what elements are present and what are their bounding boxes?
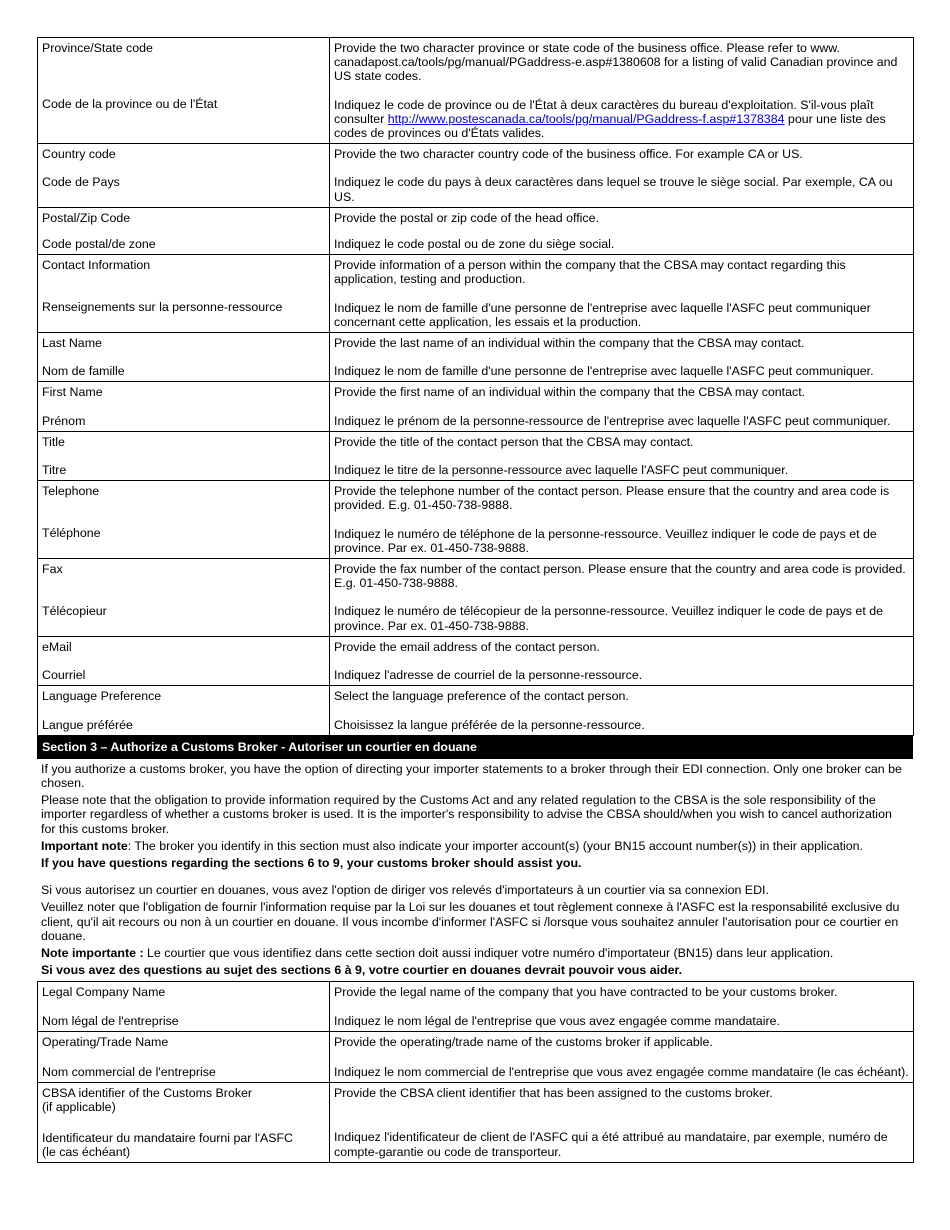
section-3-en-paragraph-2: Please note that the obligation to provide information required by the Customs Act and any related regulation to the CBSA is the sole responsibility of the importer regardless of whether a customs broker is used. It is the importer's responsibility to advise the CBSA should/when you wish to cancel authorization for this customs broker.	[41, 793, 892, 836]
table-row	[38, 636, 914, 685]
important-note-label: Important note	[41, 838, 128, 853]
canada-post-codes-link[interactable]: http://www.postescanada.ca/tools/pg/manual/PGaddress-f.asp#1378384	[387, 111, 785, 126]
table-row	[38, 1083, 914, 1163]
label-fr: Code de Pays	[42, 175, 120, 190]
label-en: eMail	[42, 639, 72, 654]
note-importante-text: Le courtier que vous identifiez dans cette section doit aussi indiquer votre numéro d'importateur (BN15) dans leur application.	[143, 945, 834, 960]
description-fr-text: Indiquez le code de province ou de l'État à deux caractères du bureau d'exploitation. S'il-vous plaît consulter	[334, 97, 874, 126]
section-3-fr-important-note	[37, 946, 913, 960]
field-description-cell	[330, 255, 914, 333]
description-fr: Indiquez le code du pays à deux caractères dans lequel se trouve le siège social. Par exemple, CA ou US.	[334, 175, 893, 204]
description-en: Provide the two character province or state code of the business office. Please refer to www. canadapost.ca/tools/pg/manual/PGaddress-e.asp#1380608 for a listing of valid Canadian province and US state codes.	[334, 41, 898, 84]
section-3-en-questions: If you have questions regarding the sections 6 to 9, your customs broker should assist you.	[41, 855, 582, 870]
field-description-cell	[330, 382, 914, 431]
description-en: Provide the two character country code of the business office. For example CA or US.	[334, 147, 803, 162]
field-label-cell	[38, 333, 330, 382]
label-fr: Prénom	[42, 413, 86, 428]
description-en: Provide the email address of the contact person.	[334, 639, 600, 654]
field-description-cell	[330, 431, 914, 480]
description-fr: Indiquez le nom de famille d'une personne de l'entreprise avec laquelle l'ASFC peut communiquer.	[334, 364, 874, 379]
field-label-cell	[38, 636, 330, 685]
label-fr: Télécopieur	[42, 604, 107, 619]
description-fr: Indiquez le code postal ou de zone du siège social.	[334, 237, 615, 252]
description-fr: Indiquez le nom commercial de l'entreprise que vous avez engagée comme mandataire (le cas échéant).	[334, 1064, 909, 1079]
label-fr: Nom commercial de l'entreprise	[42, 1064, 216, 1079]
description-en: Provide the title of the contact person that the CBSA may contact.	[334, 434, 694, 449]
description-en: Provide information of a person within the company that the CBSA may contact regarding this application, testing and production.	[334, 258, 846, 287]
description-fr-text-end: pour une liste des codes de provinces ou d'États valides.	[334, 111, 886, 141]
field-label-cell	[38, 686, 330, 735]
section-3-header: Section 3 – Authorize a Customs Broker - Autoriser un courtier en douane	[37, 736, 913, 759]
field-label-cell	[38, 255, 330, 333]
label-en: Fax	[42, 562, 63, 577]
section-3-instructions	[37, 762, 913, 978]
label-en: First Name	[42, 385, 103, 400]
label-fr: Nom de famille	[42, 364, 125, 379]
customs-broker-fields-table	[37, 981, 914, 1163]
label-en: Telephone	[42, 484, 100, 499]
label-en: Postal/Zip Code	[42, 210, 131, 225]
description-en: Provide the CBSA client identifier that has been assigned to the customs broker.	[334, 1086, 773, 1101]
field-description-cell	[330, 1031, 914, 1082]
section-3-en-important-note	[37, 839, 913, 853]
field-label-cell	[38, 38, 330, 144]
field-description-cell	[330, 481, 914, 559]
section-3-fr-paragraph-2: Veuillez noter que l'obligation de fournir l'information requise par la Loi sur les douanes et tout règlement connexe à l'ASFC est la responsabilité exclusive du client, qu'il ait recours ou non à un courtier en douane. Il vous incombe d'informer l'ASFC si /lorsque vous souhaitez annuler l'autorisation pour ce courtier en douane.	[41, 900, 900, 943]
section-3-fr-paragraph-1: Si vous autorisez un courtier en douanes, vous avez l'option de diriger vos relevés d'importateurs à un courtier via sa connexion EDI.	[41, 883, 769, 898]
label-en-note: (if applicable)	[42, 1100, 116, 1115]
field-label-cell	[38, 207, 330, 254]
table-row	[38, 982, 914, 1031]
label-fr: Renseignements sur la personne-ressource	[42, 300, 283, 315]
important-note-text: : The broker you identify in this section must also indicate your importer account(s) (your BN15 account number(s)) in their application.	[127, 838, 864, 853]
label-en: Last Name	[42, 336, 102, 351]
field-label-cell	[38, 431, 330, 480]
label-fr-note: (le cas échéant)	[42, 1144, 131, 1159]
field-label-cell	[38, 1031, 330, 1082]
table-row	[38, 255, 914, 333]
label-en: Contact Information	[42, 258, 151, 273]
description-fr: Indiquez l'identificateur de client de l'ASFC qui a été attribué au mandataire, par exemple, numéro de compte-garantie ou code de transporteur.	[334, 1130, 888, 1159]
field-label-cell	[38, 1083, 330, 1163]
description-en: Provide the last name of an individual within the company that the CBSA may contact.	[334, 336, 805, 351]
label-fr: Code de la province ou de l'État	[42, 97, 218, 112]
table-row	[38, 1031, 914, 1082]
field-description-cell	[330, 144, 914, 208]
description-fr: Indiquez l'adresse de courriel de la personne-ressource.	[334, 668, 643, 683]
description-en: Provide the fax number of the contact person. Please ensure that the country and area code is provided. E.g. 01-450-738-9888.	[334, 562, 906, 591]
table-row	[38, 38, 914, 144]
description-fr: Indiquez le titre de la personne-ressource avec laquelle l'ASFC peut communiquer.	[334, 463, 789, 478]
table-row	[38, 686, 914, 735]
field-description-cell	[330, 38, 914, 144]
label-fr: Titre	[42, 463, 67, 478]
table-row	[38, 333, 914, 382]
description-fr: Indiquez le numéro de télécopieur de la personne-ressource. Veuillez indiquer le code de pays et de province. Par ex. 01-450-738-9888.	[334, 604, 883, 633]
field-label-cell	[38, 382, 330, 431]
field-description-cell	[330, 559, 914, 637]
note-importante-label: Note importante :	[41, 945, 144, 960]
label-fr: Identificateur du mandataire fourni par l'ASFC	[42, 1130, 293, 1145]
label-en: Title	[42, 434, 65, 449]
label-fr: Courriel	[42, 668, 86, 683]
field-description-cell	[330, 982, 914, 1031]
table-row	[38, 431, 914, 480]
field-label-cell	[38, 982, 330, 1031]
description-en: Select the language preference of the contact person.	[334, 689, 629, 704]
table-row	[38, 481, 914, 559]
field-description-cell	[330, 636, 914, 685]
table-row	[38, 382, 914, 431]
field-label-cell	[38, 481, 330, 559]
description-fr: Indiquez le nom de famille d'une personne de l'entreprise avec laquelle l'ASFC peut communiquer concernant cette application, les essais et la production.	[334, 300, 871, 329]
description-fr: Indiquez le prénom de la personne-ressource de l'entreprise avec laquelle l'ASFC peut communiquer.	[334, 413, 891, 428]
label-fr: Langue préférée	[42, 717, 133, 732]
label-fr: Code postal/de zone	[42, 237, 156, 252]
label-en: Operating/Trade Name	[42, 1034, 169, 1049]
description-en: Provide the telephone number of the contact person. Please ensure that the country and area code is provided. E.g. 01-450-738-9888.	[334, 484, 890, 513]
description-en: Provide the postal or zip code of the head office.	[334, 210, 599, 225]
business-office-fields-table	[37, 37, 914, 736]
description-fr: Indiquez le nom légal de l'entreprise que vous avez engagée comme mandataire.	[334, 1013, 780, 1028]
table-row	[38, 559, 914, 637]
description-fr	[334, 98, 909, 141]
label-en: Province/State code	[42, 41, 153, 55]
table-row	[38, 207, 914, 254]
label-en: Legal Company Name	[42, 985, 166, 1000]
description-fr: Indiquez le numéro de téléphone de la personne-ressource. Veuillez indiquer le code de pays et de province. Par ex. 01-450-738-9888.	[334, 526, 877, 555]
field-description-cell	[330, 1083, 914, 1163]
description-en: Provide the legal name of the company that you have contracted to be your customs broker.	[334, 985, 838, 1000]
field-description-cell	[330, 207, 914, 254]
label-fr: Nom légal de l'entreprise	[42, 1013, 179, 1028]
label-en: Country code	[42, 147, 116, 162]
document-page	[37, 37, 913, 1163]
label-fr: Téléphone	[42, 526, 101, 541]
field-description-cell	[330, 333, 914, 382]
label-en: Language Preference	[42, 689, 162, 704]
label-en: CBSA identifier of the Customs Broker	[42, 1086, 253, 1101]
section-3-fr-questions: Si vous avez des questions au sujet des sections 6 à 9, votre courtier en douanes devrait pouvoir vous aider.	[41, 963, 683, 978]
description-fr: Choisissez la langue préférée de la personne-ressource.	[334, 717, 645, 732]
field-label-cell	[38, 559, 330, 637]
description-en: Provide the first name of an individual within the company that the CBSA may contact.	[334, 385, 806, 400]
table-row	[38, 144, 914, 208]
field-description-cell	[330, 686, 914, 735]
section-3-en-paragraph-1: If you authorize a customs broker, you have the option of directing your importer statements to a broker through their EDI connection. Only one broker can be chosen.	[41, 761, 902, 790]
field-label-cell	[38, 144, 330, 208]
description-en: Provide the operating/trade name of the customs broker if applicable.	[334, 1034, 713, 1049]
